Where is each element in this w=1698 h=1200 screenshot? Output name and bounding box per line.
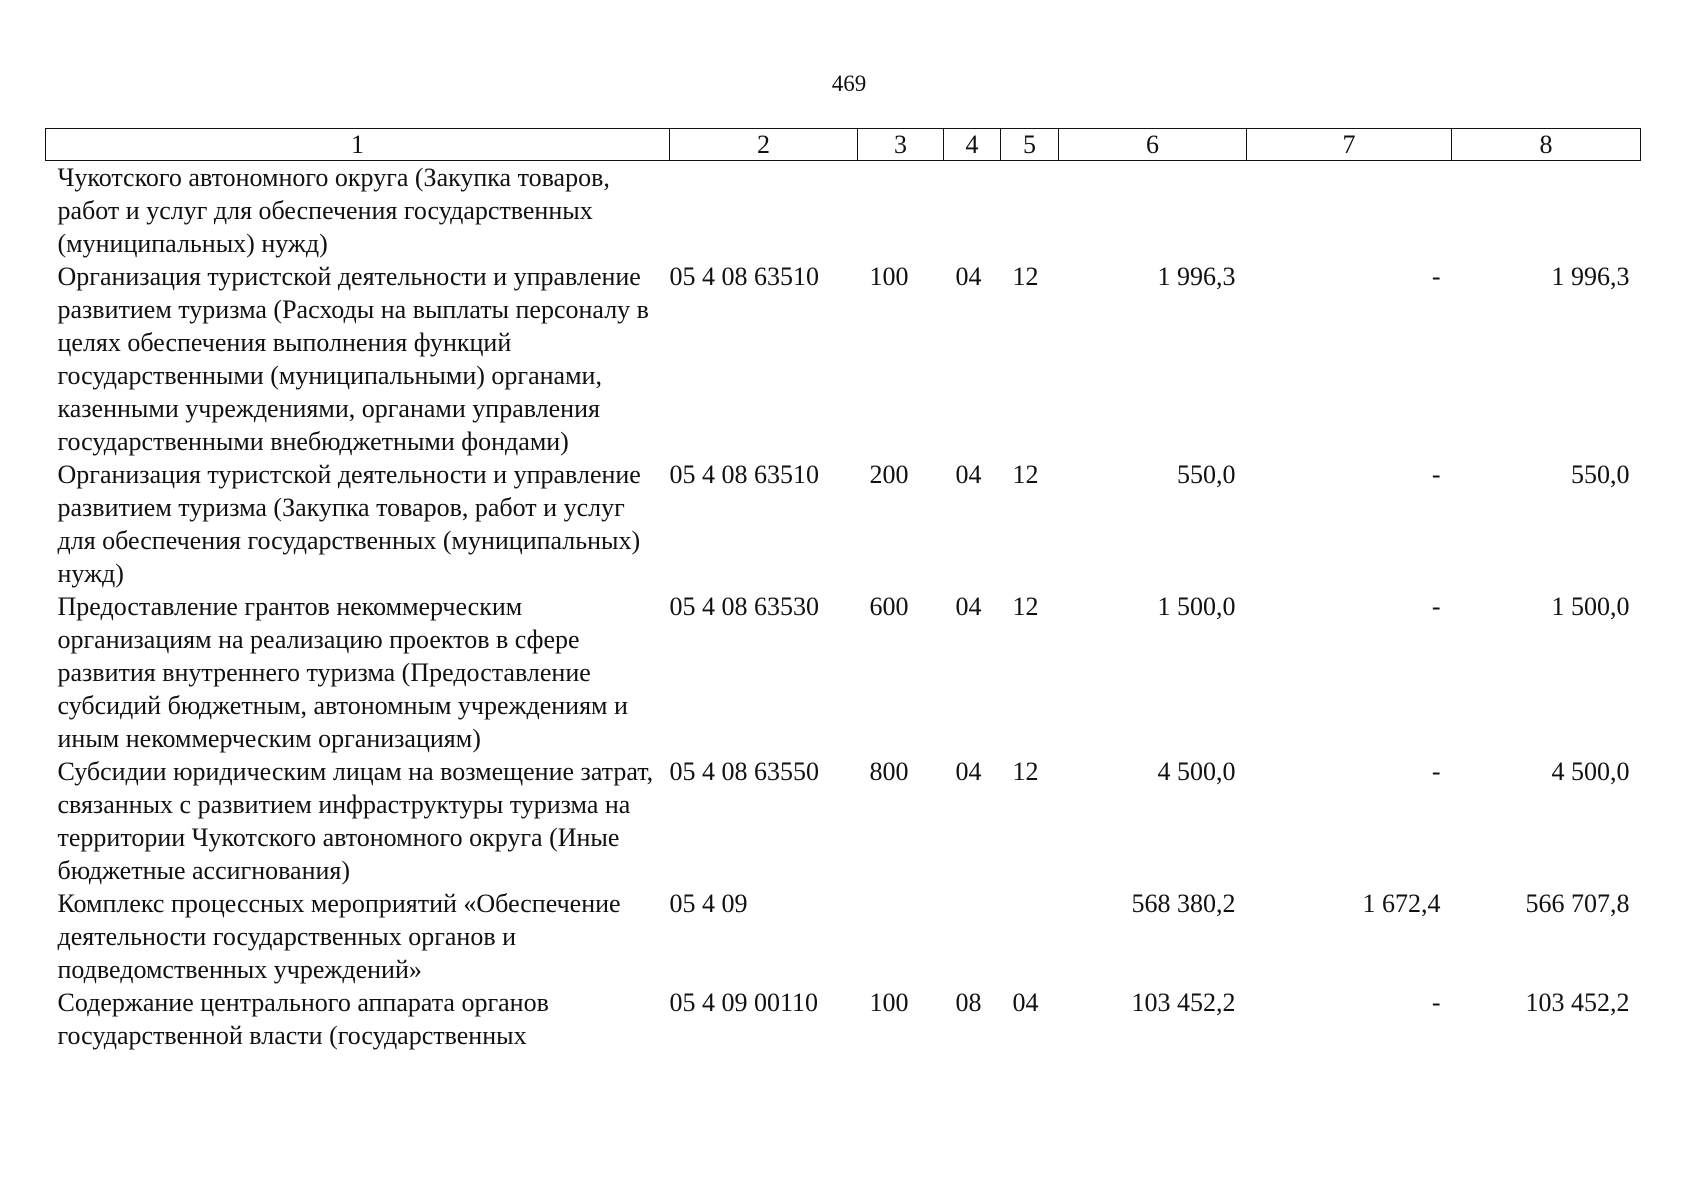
table-row — [46, 590, 1641, 755]
row-col-8 — [1452, 161, 1641, 261]
row-col-7: - — [1431, 988, 1441, 1017]
row-col-3: 200 — [869, 460, 909, 489]
row-name: Организация туристской деятельности и управление развитием туризма (Расходы на выплаты персоналу в целях обеспечения выполнения функций государственными (муниципальными) органами, казенными учреждениями, органами управления государственными внебюджетными фондами) — [57, 262, 649, 456]
row-col-5: 12 — [1012, 757, 1039, 786]
row-code: 05 4 09 00110 — [669, 988, 819, 1017]
table-row — [46, 161, 1641, 261]
row-col-6: 1 996,3 — [1157, 262, 1236, 291]
row-col-4 — [944, 161, 1001, 261]
row-col-5: 12 — [1012, 592, 1039, 621]
row-col-8: 550,0 — [1571, 460, 1630, 489]
row-col-6 — [1059, 161, 1247, 261]
table-row — [46, 887, 1641, 986]
row-col-4: 04 — [955, 757, 982, 786]
row-code: 05 4 08 63550 — [669, 757, 819, 786]
row-col-4: 08 — [955, 988, 982, 1017]
row-code — [670, 161, 858, 261]
row-name: Субсидии юридическим лицам на возмещение затрат, связанных с развитием инфраструктуры туризма на территории Чукотского автономного округа (Иные бюджетные ассигнования) — [57, 757, 654, 885]
table-row — [46, 755, 1641, 887]
row-name: Чукотского автономного округа (Закупка товаров, работ и услуг для обеспечения государственных (муниципальных) нужд) — [57, 163, 610, 258]
row-col-8: 566 707,8 — [1525, 889, 1630, 918]
table-body — [46, 161, 1641, 1053]
page-number: 469 — [831, 71, 867, 96]
row-code: 05 4 08 63530 — [669, 592, 819, 621]
row-col-4 — [944, 887, 1001, 986]
header-col-3: 3 — [858, 129, 944, 161]
row-col-7 — [1247, 161, 1452, 261]
row-col-6: 568 380,2 — [1131, 889, 1236, 918]
row-name: Организация туристской деятельности и управление развитием туризма (Закупка товаров, работ и услуг для обеспечения государственных (муниципальных) нужд) — [57, 460, 641, 588]
row-col-8: 4 500,0 — [1551, 757, 1630, 786]
row-col-6: 103 452,2 — [1131, 988, 1236, 1017]
table-row — [46, 260, 1641, 458]
row-col-5 — [1001, 887, 1059, 986]
table-row — [46, 458, 1641, 590]
header-col-7: 7 — [1247, 129, 1452, 161]
row-col-8: 103 452,2 — [1525, 988, 1630, 1017]
row-code: 05 4 08 63510 — [669, 262, 819, 291]
table-row — [46, 986, 1641, 1052]
budget-table — [45, 128, 1641, 1052]
row-col-7: - — [1431, 757, 1441, 786]
row-code: 05 4 09 — [669, 889, 748, 918]
row-name: Предоставление грантов некоммерческим организациям на реализацию проектов в сфере развития внутреннего туризма (Предоставление субсидий бюджетным, автономным учреждениям и иным некоммерческим организациям) — [57, 592, 628, 753]
row-col-7: - — [1431, 460, 1441, 489]
row-col-3: 600 — [869, 592, 909, 621]
row-col-6: 4 500,0 — [1157, 757, 1236, 786]
header-col-1: 1 — [46, 129, 670, 161]
row-col-7: - — [1431, 592, 1441, 621]
row-col-5: 12 — [1012, 460, 1039, 489]
table-header — [46, 129, 1641, 161]
row-col-6: 1 500,0 — [1157, 592, 1236, 621]
row-col-3 — [858, 161, 944, 261]
row-col-5: 04 — [1012, 988, 1039, 1017]
header-col-8: 8 — [1452, 129, 1641, 161]
row-col-4: 04 — [955, 262, 982, 291]
row-name: Содержание центрального аппарата органов государственной власти (государственных — [57, 988, 549, 1050]
header-col-4: 4 — [944, 129, 1001, 161]
header-col-2: 2 — [670, 129, 858, 161]
row-col-7: 1 672,4 — [1362, 889, 1441, 918]
header-col-6: 6 — [1059, 129, 1247, 161]
row-col-8: 1 996,3 — [1551, 262, 1630, 291]
row-col-3: 100 — [869, 262, 909, 291]
row-col-8: 1 500,0 — [1551, 592, 1630, 621]
row-name: Комплекс процессных мероприятий «Обеспечение деятельности государственных органов и подведомственных учреждений» — [57, 889, 621, 984]
row-col-7: - — [1431, 262, 1441, 291]
row-col-5 — [1001, 161, 1059, 261]
header-col-5: 5 — [1001, 129, 1059, 161]
row-col-4: 04 — [955, 460, 982, 489]
row-col-4: 04 — [955, 592, 982, 621]
row-col-3: 100 — [869, 988, 909, 1017]
row-code: 05 4 08 63510 — [669, 460, 819, 489]
row-col-3: 800 — [869, 757, 909, 786]
row-col-6: 550,0 — [1177, 460, 1236, 489]
header-row — [46, 129, 1641, 161]
row-col-3 — [858, 887, 944, 986]
row-col-5: 12 — [1012, 262, 1039, 291]
